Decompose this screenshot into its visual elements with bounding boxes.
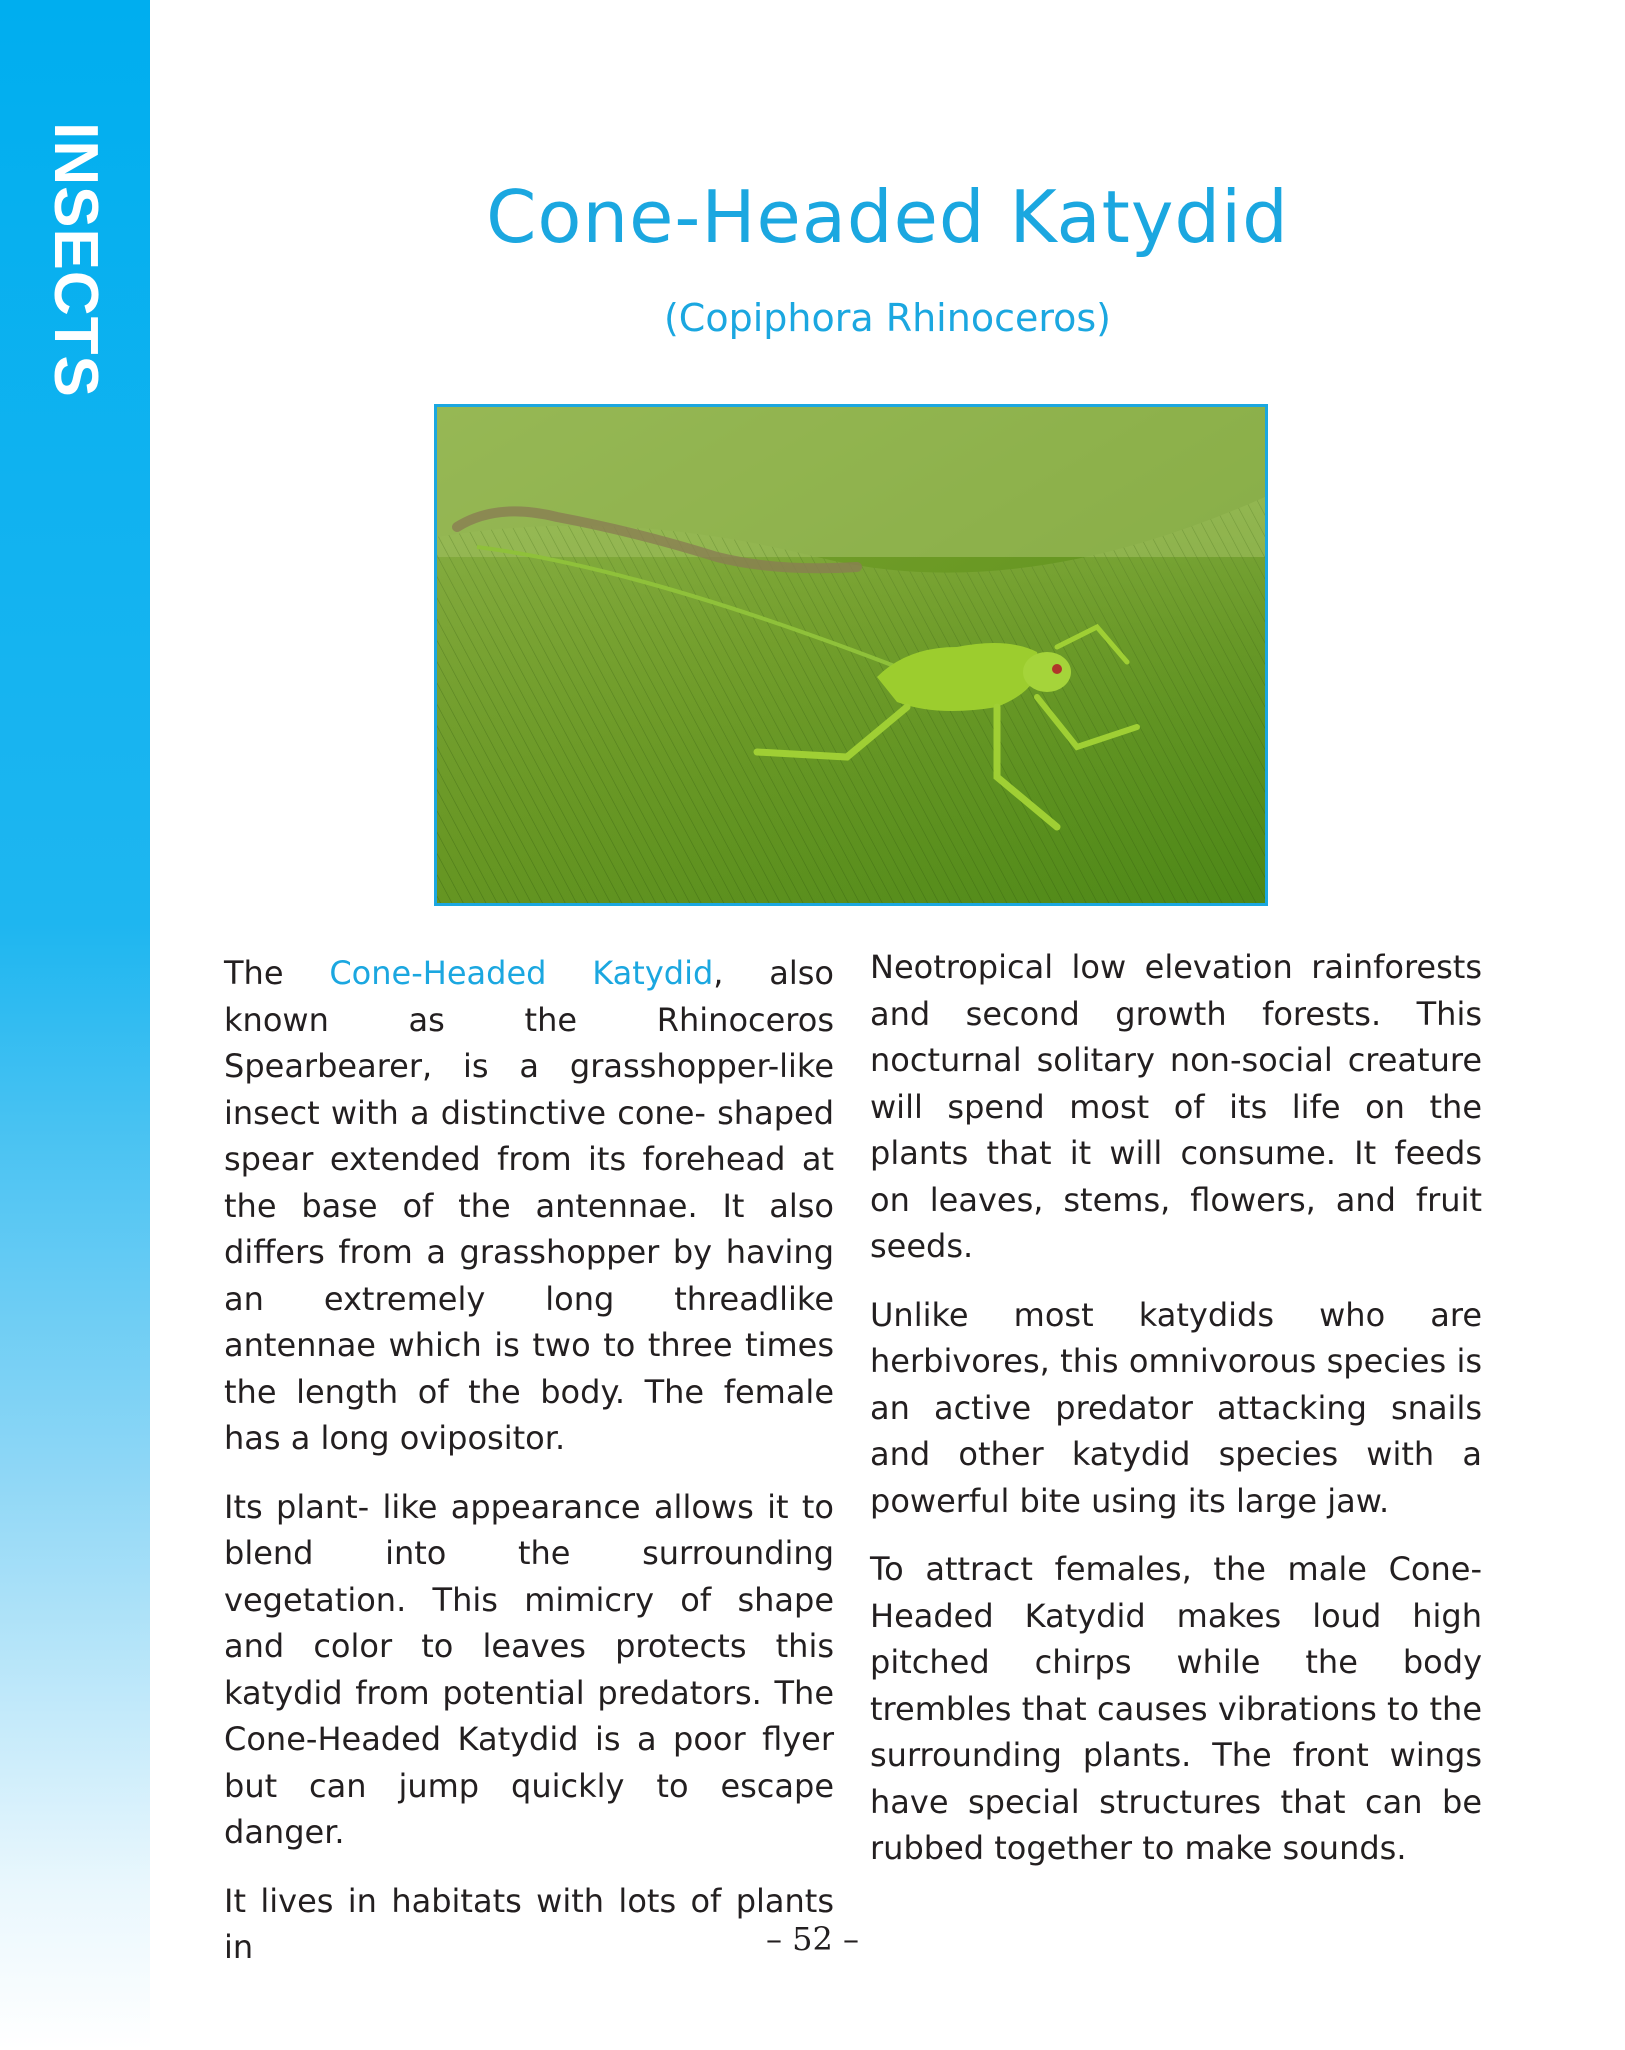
intro-word: The <box>224 954 284 992</box>
katydid-photo <box>434 404 1268 906</box>
section-label: INSECTS <box>41 122 110 398</box>
paragraph-mating-call: To attract females, the male Cone-Headed Katydid makes loud high pitched chirps while the body trembles that causes vibrations to the surrounding plants. The front wings have special structures that can be rubbed together to make sounds. <box>870 1550 1482 1867</box>
section-side-band <box>0 0 150 2050</box>
paragraph-habitat-start: It lives in habitats with lots of plants in <box>224 1881 834 1966</box>
paragraph-appearance: Its plant- like appearance allows it to blend into the surrounding vegetation. This mimicry of shape and color to leaves protects this katydid from potential predators. The Cone-Headed Katydid is a poor flyer but can jump quickly to escape danger. <box>224 1487 834 1851</box>
highlighted-species-name: Cone-Headed Katydid <box>329 954 714 992</box>
paragraph-habitat-continued: Neotropical low elevation rainforests and second growth forests. This nocturnal solitary non-social creature will spend most of its life on the plants that it will consume. It feeds on leaves, stems, flowers, and fruit seeds. <box>870 948 1482 1265</box>
page-title: Cone-Headed Katydid <box>486 175 1289 259</box>
paragraph-introduction <box>224 950 834 1462</box>
paragraph-diet: Unlike most katydids who are herbivores, this omnivorous species is an active predator attacking snails and other katydid species with a powerful bite using its large jaw. <box>870 1295 1482 1520</box>
intro-text: , also known as the Rhinoceros Spearbearer, is a grasshopper-like insect with a distinctive cone- shaped spear extended from its forehead at the base of the antennae. It also differs from a grasshopper by having an extremely long threadlike antennae which is two to three times the length of the body. The female has a long ovipositor. <box>224 954 835 1457</box>
scientific-name: (Copiphora Rhinoceros) <box>663 296 1112 340</box>
article-right-column <box>870 944 1482 1894</box>
section-label-container <box>30 122 120 398</box>
article-left-column <box>224 950 834 1993</box>
page-number: – 52 – <box>765 1920 860 1958</box>
katydid-photo-illustration <box>437 407 1265 903</box>
